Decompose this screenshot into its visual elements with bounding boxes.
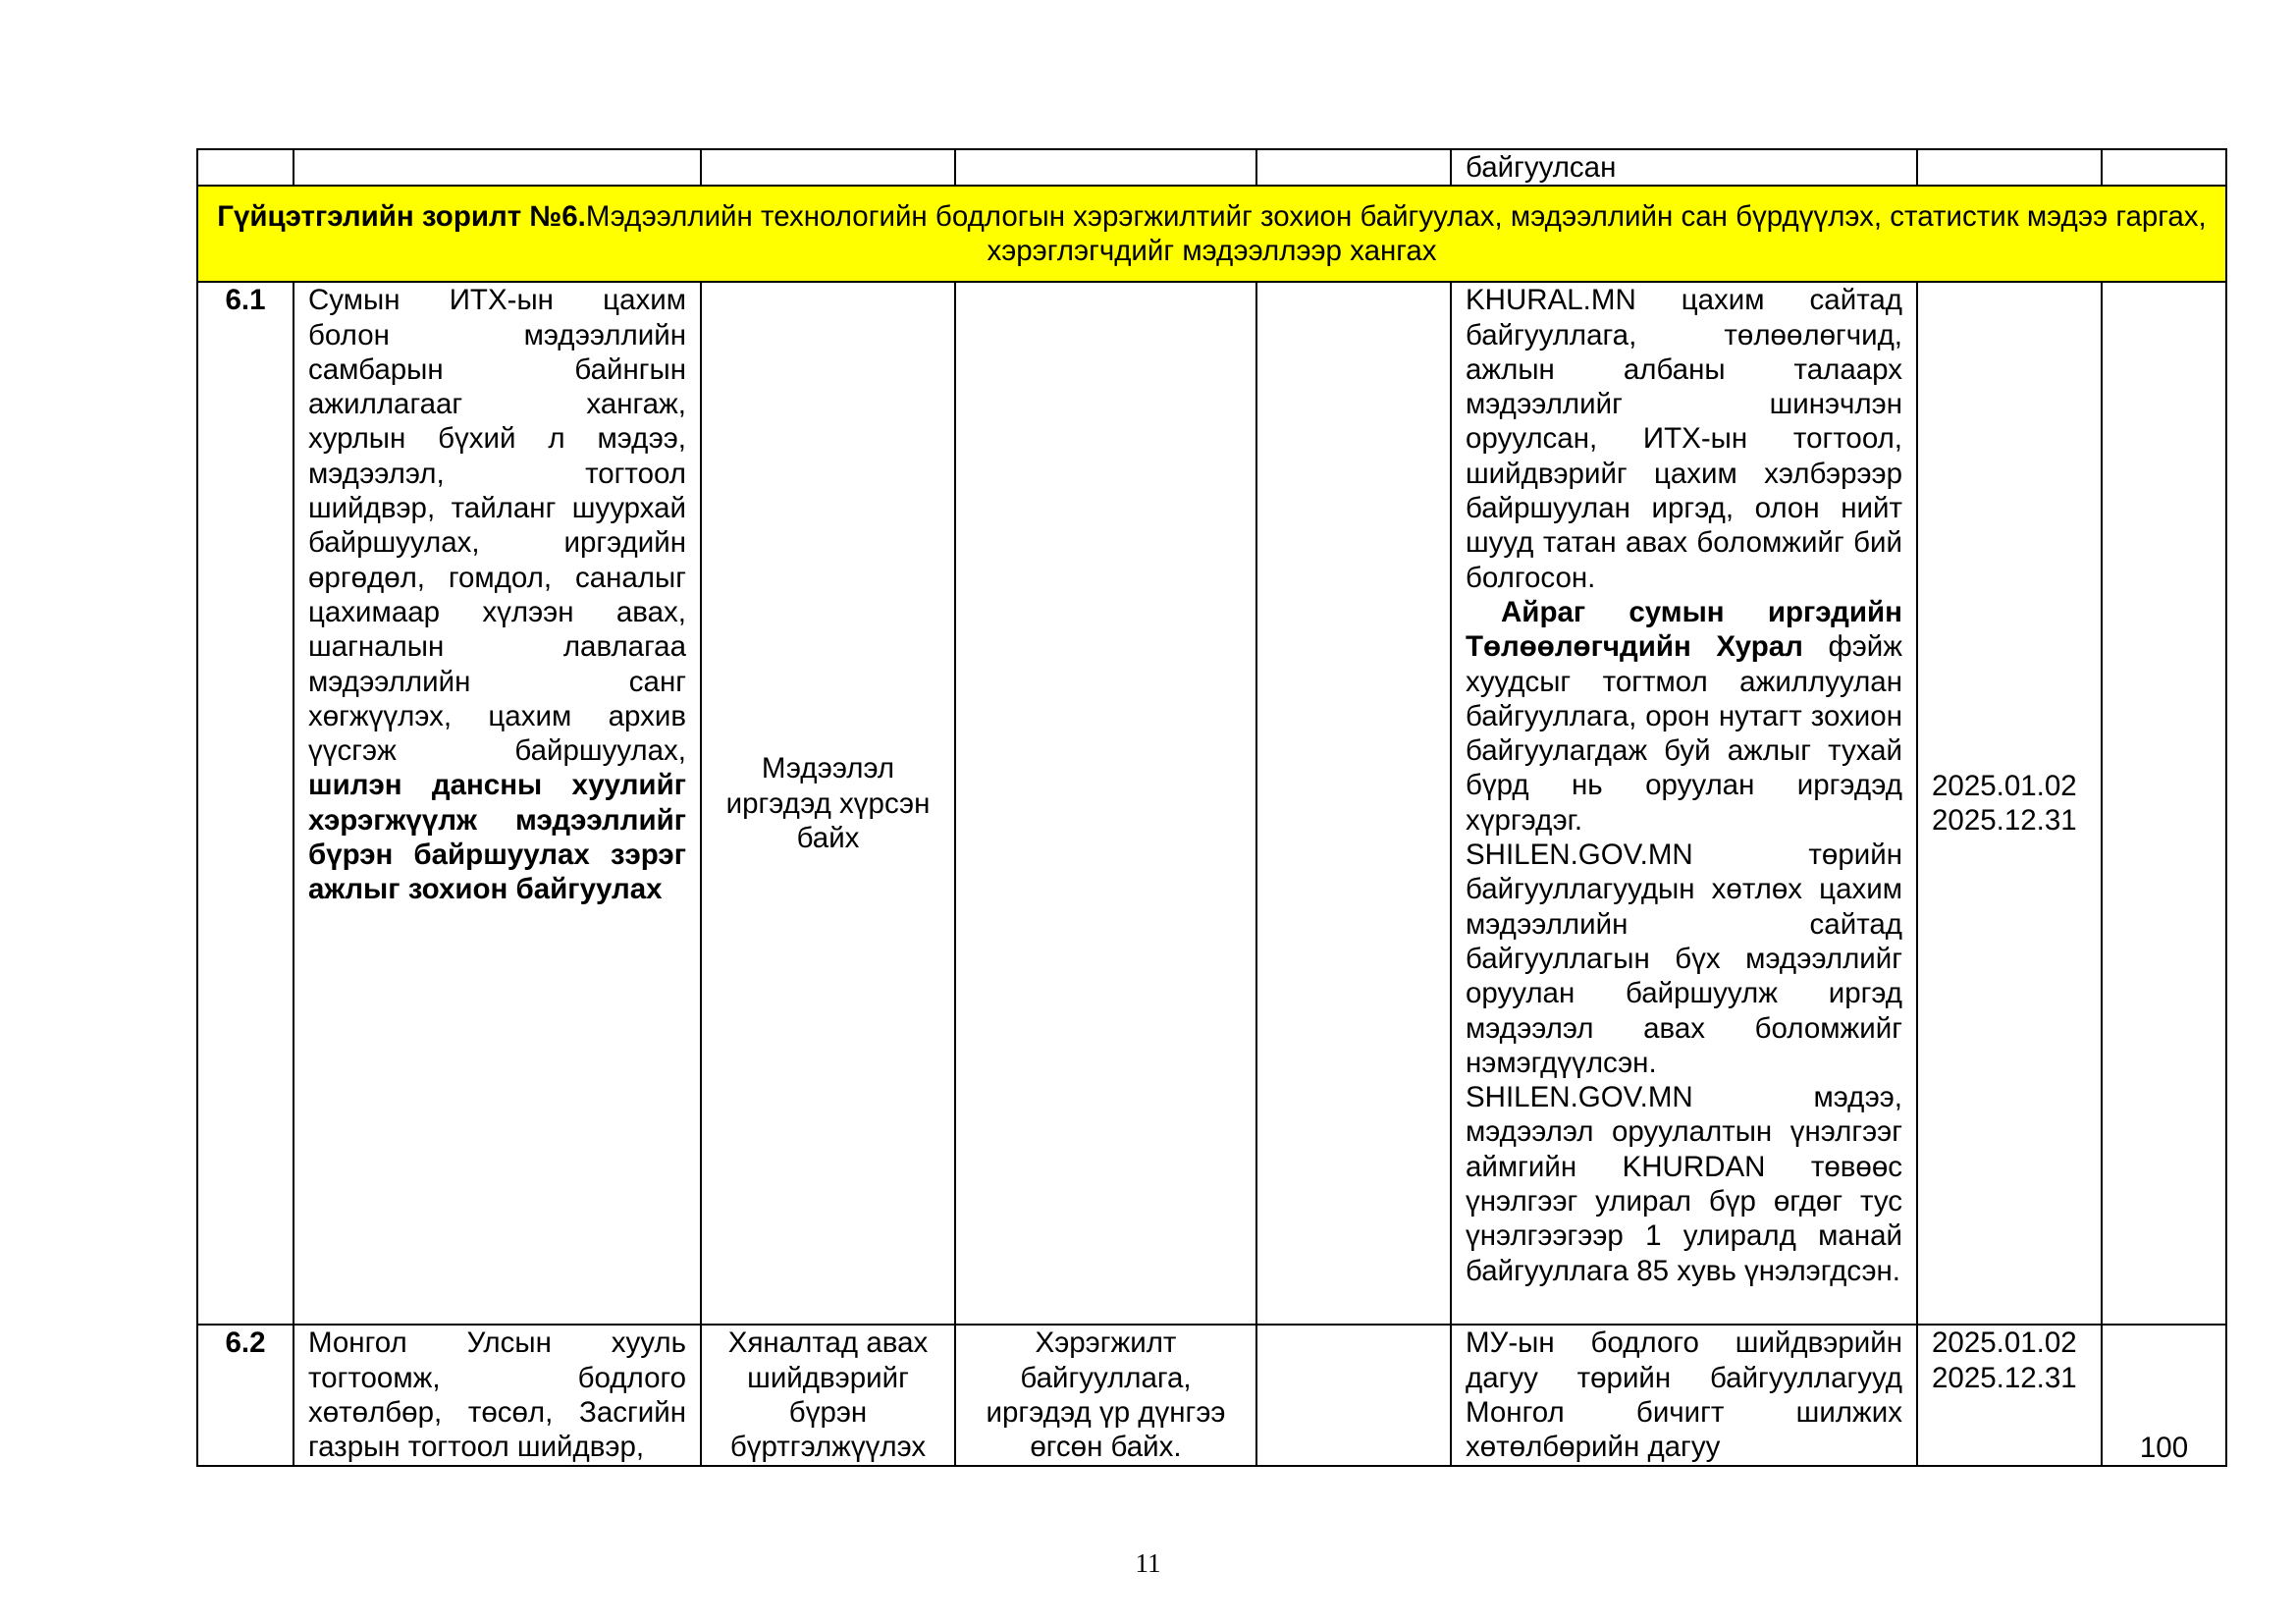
task-cell xyxy=(294,149,701,186)
date-cell xyxy=(1917,1325,2102,1466)
result-cell xyxy=(1451,282,1917,1325)
task-cell: Монгол Улсын хууль тогтоомж, бодлого хөтөлбөр, төсөл, Засгийн газрын тогтоол шийдвэр, xyxy=(294,1325,701,1466)
goal-text: Мэдээллийн технологийн бодлогын хэрэгжилтийг зохион байгуулах, мэдээллийн сан бүрдүүлэх, статистик мэдээ гаргах, хэрэглэгчдийг мэдээллээр хангах xyxy=(585,200,2207,268)
goal-cell xyxy=(197,186,2226,282)
task-bold-text: шилэн дансны хуулийг хэрэгжүүлж мэдээллийг бүрэн байршуулах зэрэг ажлыг зохион байгуулах xyxy=(308,769,686,906)
task-line: мэдээллийн санг xyxy=(308,665,686,698)
criteria-cell xyxy=(701,149,955,186)
task-line: байршуулах, иргэдийн xyxy=(308,526,686,560)
plan-table xyxy=(196,148,2227,1467)
result-paragraph: SHILEN.GOV.MN төрийн байгууллагуудын хөтлөх цахим мэдээллийн сайтад байгууллагын бүх мэдээллийг оруулан байршуулж иргэд мэдээлэл авах боломжийг нэмэгдүүлсэн. xyxy=(1466,839,1902,1079)
date-start: 2025.01.02 xyxy=(1932,1326,2077,1360)
date-cell xyxy=(1917,282,2102,1325)
result-cell: МУ-ын бодлого шийдвэрийн дагуу төрийн байгууллагууд Монгол бичигт шилжих хөтөлбөрийн дагуу xyxy=(1451,1325,1917,1466)
score-cell xyxy=(2102,282,2226,1325)
table-row xyxy=(197,149,2226,186)
table-row xyxy=(197,282,2226,1325)
budget-cell xyxy=(1256,149,1451,186)
date-end: 2025.12.31 xyxy=(1932,804,2077,838)
criteria-cell: Мэдээлэл иргэдэд хүрсэн байх xyxy=(701,282,955,1325)
result-bold-text: Айраг сумын иргэдийн Төлөөлөгчдийн Хурал xyxy=(1466,595,1902,664)
score-cell: 100 xyxy=(2102,1325,2226,1466)
num-cell xyxy=(197,149,294,186)
task-line: Сумын ИТХ-ын цахим xyxy=(308,284,686,317)
task-line: болон мэдээллийн xyxy=(308,318,686,352)
goal-label: Гүйцэтгэлийн зорилт №6. xyxy=(217,200,586,233)
result-paragraph: SHILEN.GOV.MN мэдээ, мэдээлэл оруулалтын үнэлгээг аймгийн KHURDAN төвөөс үнэлгээг улирал бүр өгдөг тус үнэлгээгээр 1 улиралд манай байгууллага 85 хувь үнэлэгдсэн. xyxy=(1466,1081,1902,1287)
expected-cell xyxy=(955,282,1256,1325)
result-tail: байгуулсан xyxy=(1466,151,1617,184)
task-line: ажиллагааг хангаж, xyxy=(308,388,686,421)
expected-cell: Хэрэгжилт байгууллага, иргэдэд үр дүнгээ өгсөн байх. xyxy=(955,1325,1256,1466)
budget-cell xyxy=(1256,1325,1451,1466)
task-cell xyxy=(294,282,701,1325)
criteria-cell: Хяналтад авах шийдвэрийг бүрэн бүртгэлжүүлэх xyxy=(701,1325,955,1466)
task-line: үүсгэж байршуулах, xyxy=(308,734,686,768)
date-cell xyxy=(1917,149,2102,186)
table-row xyxy=(197,1325,2226,1466)
task-line: шагналын лавлагаа xyxy=(308,630,686,664)
result-cell xyxy=(1451,149,1917,186)
task-line: өргөдөл, гомдол, саналыг xyxy=(308,561,686,594)
task-line: хурлын бүхий л мэдээ, xyxy=(308,422,686,456)
date-end: 2025.12.31 xyxy=(1932,1361,2077,1394)
row-number: 6.1 xyxy=(197,282,294,1325)
score-cell xyxy=(2102,149,2226,186)
result-paragraph xyxy=(1466,595,1902,838)
task-line: самбарын байнгын xyxy=(308,352,686,386)
goal-row xyxy=(197,186,2226,282)
result-paragraph: KHURAL.MN цахим сайтад байгууллага, төлөөлөгчид, ажлын албаны талаарх мэдээллийг шинэчлэн оруулсан, ИТХ-ын тогтоол, шийдвэрийг цахим хэлбэрээр байршуулан иргэд, олон нийт шууд татан авах боломжийг бий болгосон. xyxy=(1466,284,1902,594)
date-start: 2025.01.02 xyxy=(1932,770,2077,802)
task-line: шийдвэр, тайланг шуурхай xyxy=(308,492,686,525)
page-number: 11 xyxy=(1135,1548,1161,1578)
expected-cell xyxy=(955,149,1256,186)
task-line: хөгжүүлэх, цахим архив xyxy=(308,699,686,732)
task-line: цахимаар хүлээн авах, xyxy=(308,595,686,628)
result-text: фэйж хуудсыг тогтмол ажиллуулан байгууллага, орон нутагт зохион байгуулагдаж буй ажлыг тухай бүрд нь оруулан иргэдэд хүргэдэг. xyxy=(1466,630,1902,837)
task-line: мэдээлэл, тогтоол xyxy=(308,457,686,490)
budget-cell xyxy=(1256,282,1451,1325)
row-number: 6.2 xyxy=(197,1325,294,1466)
